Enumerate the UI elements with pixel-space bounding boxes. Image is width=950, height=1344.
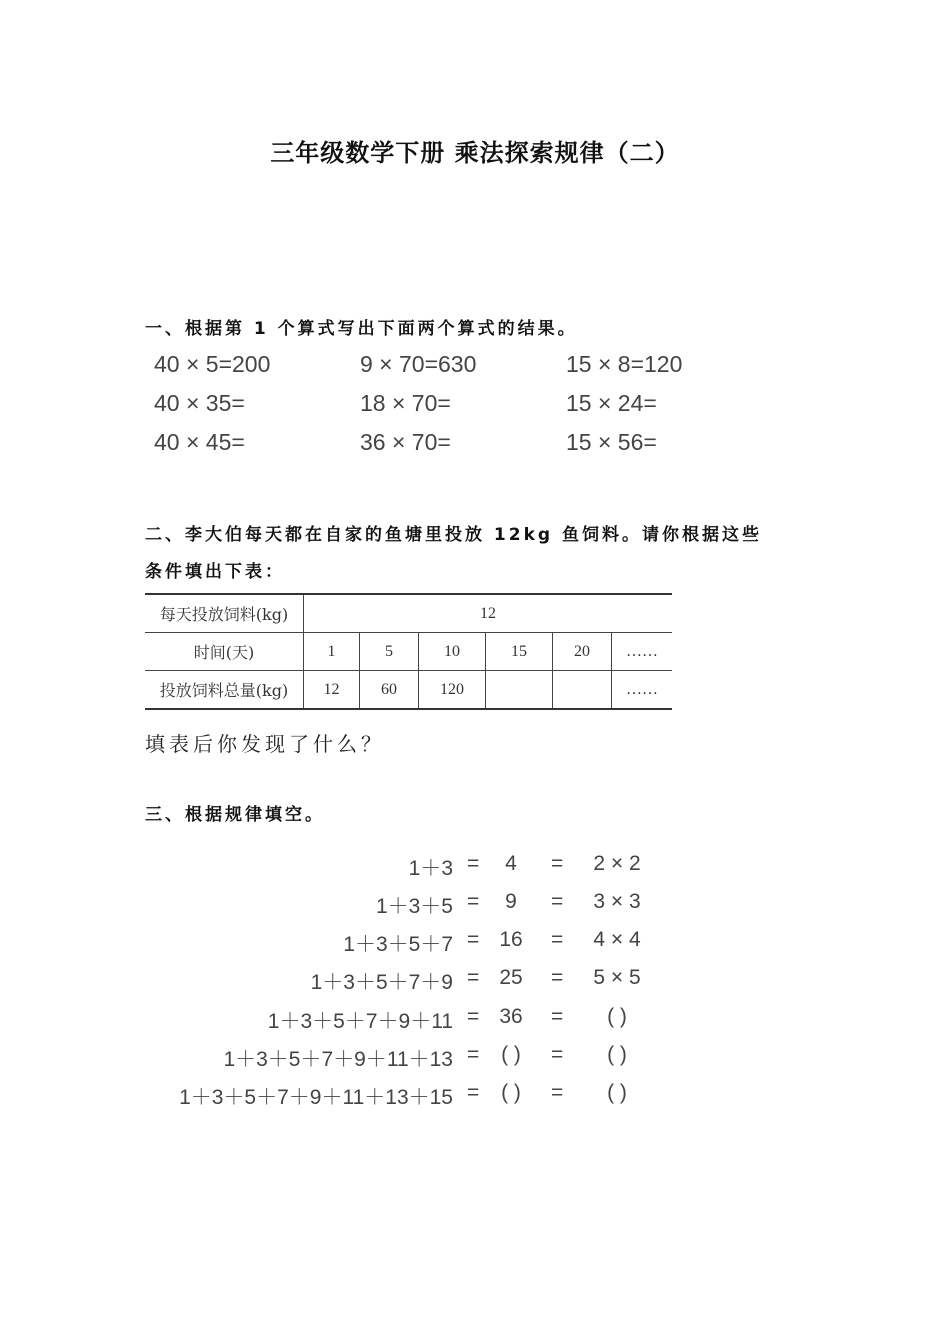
eq-sign: = — [467, 966, 480, 989]
q3-heading: 三、根据规律填空。 — [145, 805, 325, 825]
q1-eq: 18 × 70= — [360, 390, 451, 416]
q1-eq: 40 × 5=200 — [154, 351, 271, 377]
pattern-left: 1＋3＋5＋7 — [343, 933, 453, 956]
q1-eq: 40 × 35= — [154, 390, 245, 416]
table-cell-label: 时间(天) — [145, 633, 304, 671]
pattern-left: 1＋3＋5＋7＋9＋11＋13＋15 — [179, 1086, 453, 1109]
eq-sign: = — [551, 928, 564, 951]
table-cell: 15 — [486, 633, 553, 671]
table-cell: 20 — [553, 633, 612, 671]
table-row — [145, 594, 672, 633]
eq-sign: = — [551, 1043, 564, 1066]
q1-eq: 15 × 8=120 — [566, 351, 683, 377]
pattern-right-blank[interactable]: ( ) — [607, 1005, 627, 1028]
table-cell-blank[interactable] — [486, 671, 553, 710]
eq-sign: = — [467, 852, 480, 875]
table-cell: 60 — [360, 671, 419, 710]
table-cell: 10 — [419, 633, 486, 671]
q2-heading-line2: 条件填出下表： — [145, 562, 285, 582]
q1-heading: 一、根据第 1 个算式写出下面两个算式的结果。 — [145, 319, 578, 339]
pattern-right: 4 × 4 — [593, 928, 641, 951]
table-cell: 5 — [360, 633, 419, 671]
pattern-left: 1＋3＋5 — [375, 895, 453, 918]
table-cell: 1 — [304, 633, 360, 671]
q1-eq: 15 × 24= — [566, 390, 657, 416]
pattern-left: 1＋3＋5＋7＋9＋11＋13 — [223, 1048, 453, 1071]
eq-sign: = — [467, 1005, 480, 1028]
pattern-right-blank[interactable]: ( ) — [607, 1043, 627, 1066]
pattern-row — [0, 1043, 453, 1073]
q1-eq: 9 × 70=630 — [360, 351, 477, 377]
q2-question: 填表后你发现了什么？ — [145, 732, 385, 756]
eq-sign: = — [467, 1081, 480, 1104]
pattern-right-blank[interactable]: ( ) — [607, 1081, 627, 1104]
pattern-mid: 9 — [505, 890, 517, 913]
pattern-left: 1＋3 — [408, 857, 453, 880]
eq-sign: = — [467, 1043, 480, 1066]
pattern-left: 1＋3＋5＋7＋9＋11 — [267, 1010, 453, 1033]
pattern-right: 3 × 3 — [593, 890, 641, 913]
pattern-row — [0, 1005, 453, 1035]
pattern-row — [0, 890, 453, 920]
q1-eq: 36 × 70= — [360, 429, 451, 455]
eq-sign: = — [551, 890, 564, 913]
eq-sign: = — [467, 928, 480, 951]
eq-sign: = — [467, 890, 480, 913]
pattern-mid: 16 — [499, 928, 523, 951]
eq-sign: = — [551, 966, 564, 989]
pattern-mid: 4 — [505, 852, 517, 875]
table-cell: …… — [612, 671, 673, 710]
eq-sign: = — [551, 852, 564, 875]
q2-heading-line1: 二、李大伯每天都在自家的鱼塘里投放 12kg 鱼饲料。请你根据这些 — [145, 525, 762, 545]
table-cell: 120 — [419, 671, 486, 710]
table-cell-label: 每天投放饲料(kg) — [145, 594, 304, 633]
q1-eq: 15 × 56= — [566, 429, 657, 455]
eq-sign: = — [551, 1005, 564, 1028]
table-cell: …… — [612, 633, 673, 671]
pattern-mid: 36 — [499, 1005, 523, 1028]
pattern-right: 2 × 2 — [593, 852, 641, 875]
table-cell-label: 投放饲料总量(kg) — [145, 671, 304, 710]
pattern-row — [0, 852, 453, 882]
eq-sign: = — [551, 1081, 564, 1104]
table-cell: 12 — [304, 671, 360, 710]
pattern-mid-blank[interactable]: ( ) — [501, 1081, 521, 1104]
feed-table — [145, 593, 672, 710]
pattern-row — [0, 1081, 453, 1111]
table-row — [145, 633, 672, 671]
pattern-row — [0, 928, 453, 958]
pattern-mid-blank[interactable]: ( ) — [501, 1043, 521, 1066]
pattern-block — [0, 852, 950, 1112]
table-row — [145, 671, 672, 710]
pattern-row — [0, 966, 453, 996]
pattern-right: 5 × 5 — [593, 966, 641, 989]
pattern-left: 1＋3＋5＋7＋9 — [310, 971, 453, 994]
table-cell-blank[interactable] — [553, 671, 612, 710]
page-title: 三年级数学下册 乘法探索规律（二） — [270, 139, 680, 167]
table-cell: 12 — [304, 594, 673, 633]
q1-eq: 40 × 45= — [154, 429, 245, 455]
pattern-mid: 25 — [499, 966, 523, 989]
